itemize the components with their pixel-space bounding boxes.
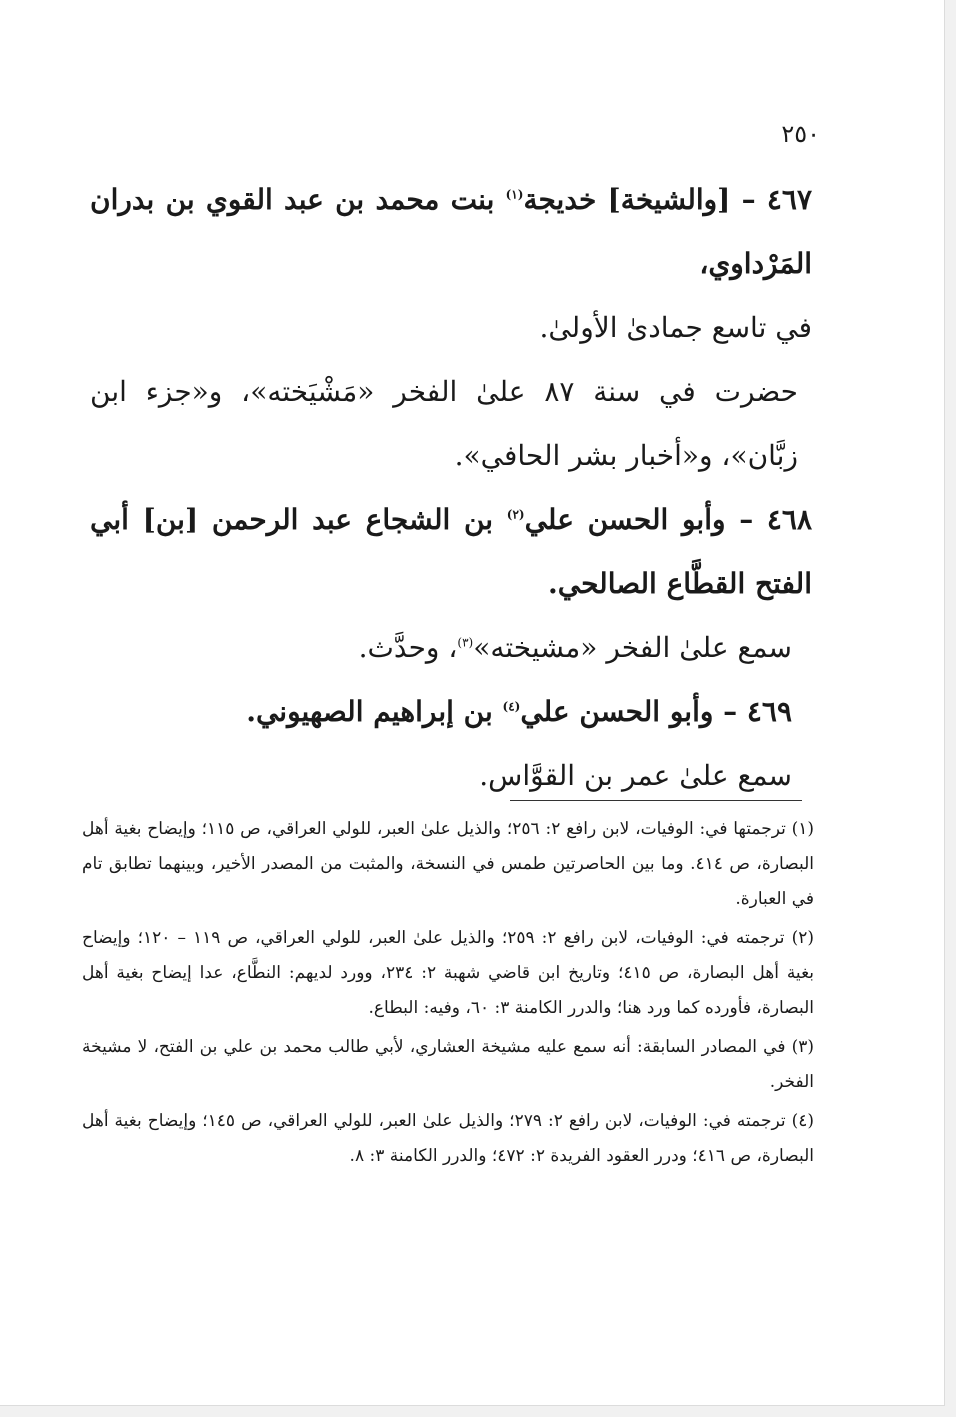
entry-469-heading-rest: بن إبراهيم الصهيوني. <box>246 695 503 728</box>
footnote-3: (٣) في المصادر السابقة: أنه سمع عليه مشيخة العشاري، لأبي طالب محمد بن علي بن الفتح، لا مشيخة الفخر. <box>82 1037 814 1092</box>
entry-467-text: حضرت في سنة ٨٧ علىٰ الفخر «مَشْيَخته»، و«جزء ابن زبَّان»، و«أخبار بشر الحافي». <box>90 375 798 472</box>
entry-468-heading-text: ٤٦٨ – وأبو الحسن علي <box>524 503 813 536</box>
entry-468-heading-rest: بن الشجاع عبد الرحمن [بن] أبي الفتح القطَّاع الصالحي. <box>90 503 812 600</box>
page-number: ٢٥٠ <box>781 120 820 148</box>
entry-467-date: في تاسع جمادىٰ الأولىٰ. <box>539 311 812 344</box>
entry-467-heading <box>90 168 812 296</box>
entry-467-heading-text: ٤٦٧ – [والشيخة] خديجة <box>523 183 812 216</box>
entry-469-text: سمع علىٰ عمر بن القوَّاس. <box>479 759 792 792</box>
footnote-separator <box>510 800 802 801</box>
footnote-ref-3[interactable]: (٣) <box>457 635 474 650</box>
footnote-2: (٢) ترجمته في: الوفيات، لابن رافع ٢: ٢٥٩؛ والذيل علىٰ العبر، للولي العراقي، ص ١١٩ – ١٢٠؛ وإيضاح بغية أهل البصارة، ص ٤١٥؛ وتاريخ ابن قاضي شهبة ٢: ٢٣٤، وورد لديهم: النطَّاع، عدا إيضاح بغية أهل البصارة، فأورده كما ورد هنا؛ والدرر الكامنة ٣: ٦٠، وفيه: البطاع. <box>82 928 814 1018</box>
footnote-1: (١) ترجمتها في: الوفيات، لابن رافع ٢: ٢٥٦؛ والذيل علىٰ العبر، للولي العراقي، ص ١١٥؛ وإيضاح بغية أهل البصارة، ص ٤١٤. وما بين الحاصرتين طمس في النسخة، والمثبت من المصدر الأخير، وبينهما تطابق تام في العبارة. <box>82 819 814 909</box>
footnotes <box>82 812 814 1178</box>
entry-467-heading-rest: بنت محمد بن عبد القوي بن بدران المَرْداوي، <box>90 183 812 280</box>
main-text <box>90 168 812 808</box>
entry-468-text-end: ، وحدَّث. <box>358 631 458 664</box>
entry-469-heading <box>90 680 812 744</box>
footnote-4: (٤) ترجمته في: الوفيات، لابن رافع ٢: ٢٧٩؛ والذيل علىٰ العبر، للولي العراقي، ص ١٤٥؛ وإيضاح بغية أهل البصارة، ص ٤١٦؛ ودرر العقود الفريدة ٢: ٤٧٢؛ والدرر الكامنة ٣: ٨. <box>82 1111 814 1166</box>
footnote-ref-4[interactable]: (٤) <box>502 699 521 714</box>
entry-468-text <box>90 616 812 680</box>
entry-468-text-start: سمع علىٰ الفخر «مشيخته» <box>473 631 792 664</box>
footnote-ref-1[interactable]: (١) <box>505 187 524 202</box>
entry-468-heading <box>90 488 812 616</box>
footnote-ref-2[interactable]: (٢) <box>506 507 525 522</box>
entry-469-heading-text: ٤٦٩ – وأبو الحسن علي <box>520 695 792 728</box>
